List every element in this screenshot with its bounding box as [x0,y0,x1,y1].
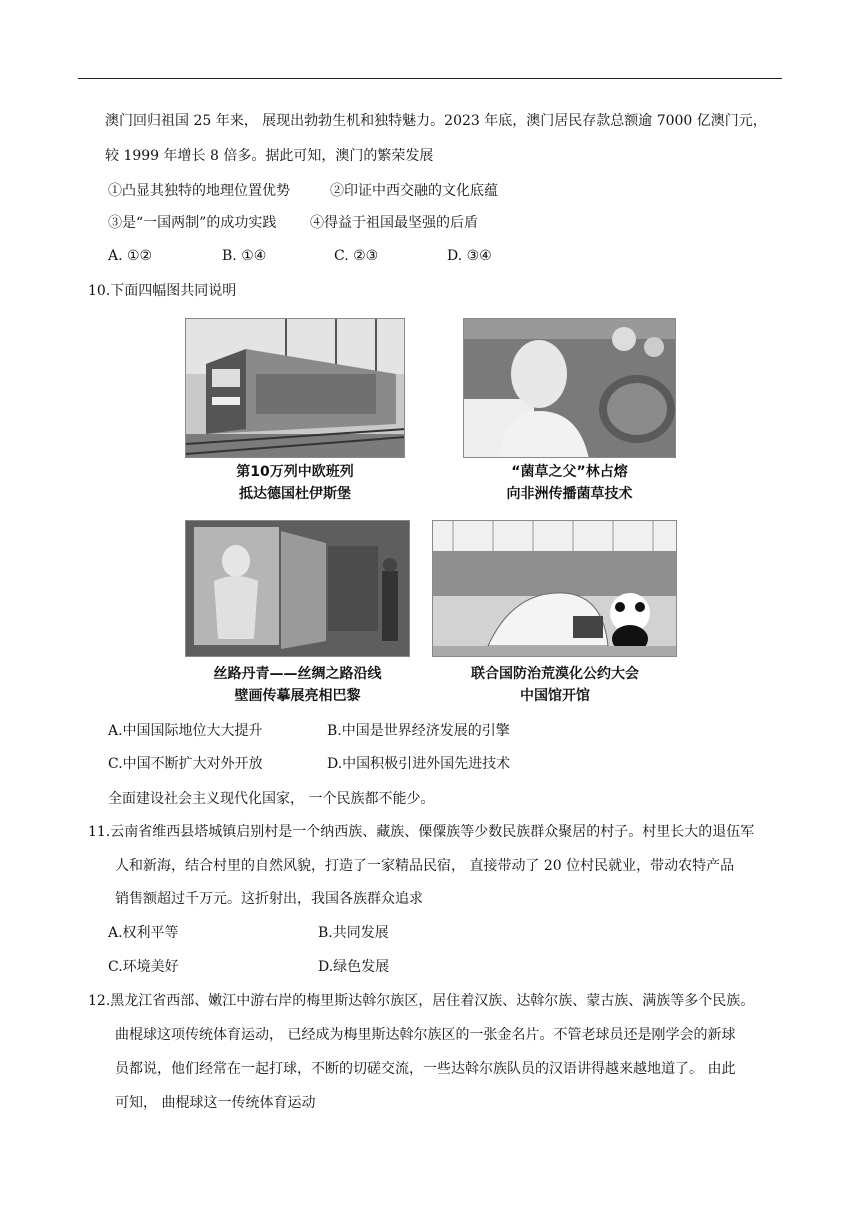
q9-option-c: C. ②③ [334,248,379,264]
q9-option-d: D. ③④ [447,248,492,264]
q12-stem-line3: 员都说，他们经常在一起打球，不断的切磋交流，一些达斡尔族队员的汉语讲得越来越地道了。 由此 [115,1061,736,1077]
q12-stem-line4: 可知， 曲棍球这一传统体育运动 [115,1095,316,1111]
juncao-caption-line2: 向非洲传播菌草技术 [506,486,633,502]
q9-item-1: ①凸显其独特的地理位置优势 [108,183,290,199]
q11-option-c: C.环境美好 [108,959,179,975]
mural-photo-caption [180,663,415,707]
q9-stem-line1: 澳门回归祖国 25 年来， 展现出勃勃生机和独特魅力。2023 年底，澳门居民存款总额逾 7000 亿澳门元， [105,113,767,129]
train-caption-line2: 抵达德国杜伊斯堡 [239,486,351,502]
q10-option-c: C.中国不断扩大对外开放 [108,756,263,772]
q9-item-2: ②印证中西交融的文化底蕴 [330,183,498,199]
q11-stem-line1: 11.云南省维西县塔城镇启别村是一个纳西族、藏族、傈僳族等少数民族群众聚居的村子。村里长大的退伍军 [88,824,755,840]
juncao-caption-line1: “菌草之父”林占熔 [511,464,628,480]
q12-stem-line2: 曲棍球这项传统体育运动， 已经成为梅里斯达斡尔族区的一张金名片。不管老球员还是刚学会的新球 [115,1027,736,1043]
pavilion-photo [432,520,677,657]
q10-stem: 10.下面四幅图共同说明 [88,283,237,299]
q11-stem-line2: 人和新海，结合村里的自然风貌，打造了一家精品民宿， 直接带动了 20 位村民就业，带动农特产品 [115,858,735,874]
pavilion-caption-line1: 联合国防治荒漠化公约大会 [471,666,639,682]
q9-item-4: ④得益于祖国最坚强的后盾 [310,215,478,231]
q12-stem-line1: 12.黑龙江省西部、嫩江中游右岸的梅里斯达斡尔族区，居住着汉族、达斡尔族、蒙古族、满族等多个民族。 [88,993,755,1009]
juncao-photo [463,318,676,458]
q11-stem-line3: 销售额超过千万元。这折射出，我国各族群众追求 [115,891,423,907]
header-rule [78,78,782,79]
q9-stem-line2: 较 1999 年增长 8 倍多。据此可知，澳门的繁荣发展 [105,148,434,164]
pavilion-photo-caption [425,663,685,707]
section-note: 全面建设社会主义现代化国家， 一个民族都不能少。 [108,791,435,807]
train-photo-caption [185,461,405,505]
mural-caption-line2: 壁画传摹展亮相巴黎 [234,688,361,704]
q9-option-b: B. ①④ [222,248,267,264]
q11-option-b: B.共同发展 [318,925,389,941]
q9-item-3: ③是“一国两制”的成功实践 [108,215,277,231]
q11-option-d: D.绿色发展 [318,959,390,975]
train-caption-line1: 第10万列中欧班列 [236,464,354,480]
q10-option-a: A.中国国际地位大大提升 [108,723,263,739]
juncao-photo-caption [463,461,676,505]
mural-caption-line1: 丝路丹青——丝绸之路沿线 [213,666,382,682]
mural-photo [185,520,410,657]
q10-option-b: B.中国是世界经济发展的引擎 [327,723,510,739]
q11-option-a: A.权利平等 [108,925,179,941]
q9-option-a: A. ①② [108,248,153,264]
train-photo [185,318,405,458]
q10-option-d: D.中国积极引进外国先进技术 [327,756,511,772]
pavilion-caption-line2: 中国馆开馆 [520,688,590,704]
